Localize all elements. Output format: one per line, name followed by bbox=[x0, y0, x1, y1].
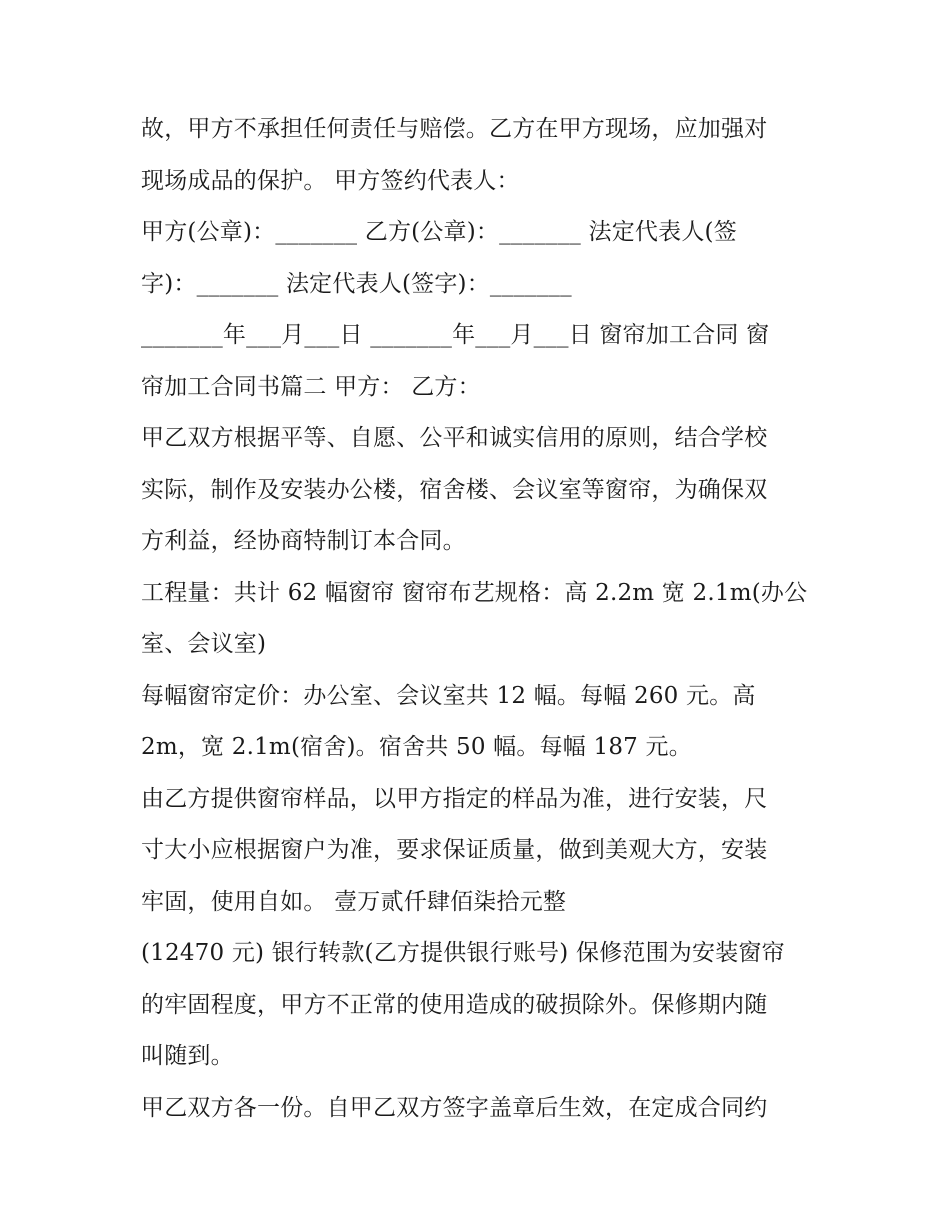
text-line: 甲方(公章)：_______ 乙方(公章)：_______ 法定代表人(签 bbox=[141, 219, 737, 245]
text-line: 甲乙双方根据平等、自愿、公平和诚实信用的原则，结合学校 bbox=[141, 425, 768, 451]
text-line: 室、会议室) bbox=[141, 631, 267, 657]
text-line: 由乙方提供窗帘样品，以甲方指定的样品为准，进行安装，尺 bbox=[141, 785, 768, 812]
text-line: 方利益，经协商特制订本合同。 bbox=[141, 528, 466, 554]
text-line: 寸大小应根据窗户为准，要求保证质量，做到美观大方，安装 bbox=[141, 837, 768, 863]
text-line: 字)：_______ 法定代表人(签字)：_______ bbox=[141, 270, 572, 297]
text-line: 故，甲方不承担任何责任与赔偿。乙方在甲方现场，应加强对 bbox=[141, 116, 768, 142]
text-line: 叫随到。 bbox=[141, 1043, 234, 1069]
text-line: _______年___月___日 _______年___月___日 窗帘加工合同 窗 bbox=[141, 322, 770, 348]
text-line: 帘加工合同书篇二 甲方： 乙方： bbox=[141, 373, 481, 400]
text-line: 工程量：共计 62 幅窗帘 窗帘布艺规格：高 2.2m 宽 2.1m(办公 bbox=[141, 579, 808, 606]
text-line: 2m，宽 2.1m(宿舍)。宿舍共 50 幅。每幅 187 元。 bbox=[141, 734, 692, 760]
text-line: 实际，制作及安装办公楼，宿舍楼、会议室等窗帘，为确保双 bbox=[141, 476, 768, 503]
contract-text bbox=[141, 104, 821, 1134]
text-line: (12470 元) 银行转款(乙方提供银行账号) 保修范围为安装窗帘 bbox=[141, 940, 785, 966]
text-line: 甲乙双方各一份。自甲乙双方签字盖章后生效，在定成合同约 bbox=[141, 1094, 768, 1121]
text-line: 现场成品的保护。 甲方签约代表人： bbox=[141, 167, 520, 194]
text-line: 牢固，使用自如。 壹万贰仟肆佰柒拾元整 bbox=[141, 888, 567, 915]
text-line: 的牢固程度，甲方不正常的使用造成的破损除外。保修期内随 bbox=[141, 991, 768, 1018]
text-line: 每幅窗帘定价：办公室、会议室共 12 幅。每幅 260 元。高 bbox=[141, 682, 756, 709]
